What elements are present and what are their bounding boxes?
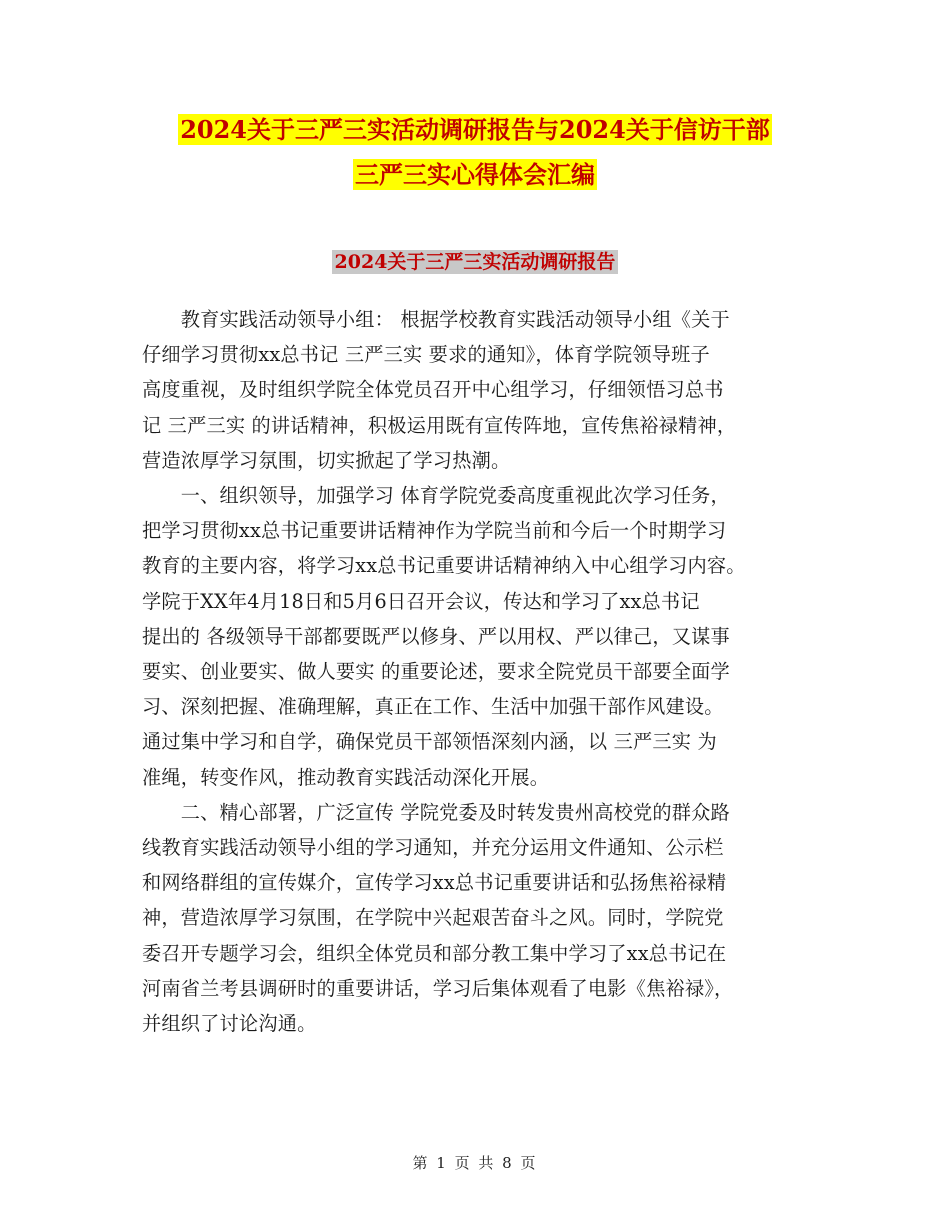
text-line: 和网络群组的宣传媒介，宣传学习xx总书记重要讲话和弘扬焦裕禄精: [142, 871, 727, 895]
text-line: 把学习贯彻xx总书记重要讲话精神作为学院当前和今后一个时期学习: [142, 519, 727, 543]
document-title-line-2-text: 三严三实心得体会汇编: [355, 160, 595, 189]
text-line: 提出的 各级领导干部都要既严以修身、严以用权、严以律己，又谋事: [142, 624, 730, 648]
section-heading-text: 2024关于三严三实活动调研报告: [332, 250, 619, 274]
document-title-line-1-text: 2024关于三严三实活动调研报告与2024关于信访干部: [180, 115, 770, 144]
document-title-line-2: [0, 157, 950, 193]
text-line: 通过集中学习和自学，确保党员干部领悟深刻内涵，以 三严三实 为: [142, 730, 717, 754]
section-heading: [0, 246, 950, 278]
text-line: 习、深刻把握、准确理解，真正在工作、生活中加强干部作风建设。: [142, 695, 724, 719]
text-line: 一、组织领导，加强学习 体育学院党委高度重视此次学习任务，: [142, 484, 730, 508]
page-footer: 第 1 页 共 8 页: [412, 1154, 538, 1172]
text-line: 委召开专题学习会，组织全体党员和部分教工集中学习了xx总书记在: [142, 941, 727, 965]
text-line: 记 三严三实 的讲话精神，积极运用既有宣传阵地，宣传焦裕禄精神，: [142, 413, 737, 437]
text-line: 高度重视，及时组织学院全体党员召开中心组学习，仔细领悟习总书: [142, 378, 724, 402]
text-line: 并组织了讨论沟通。: [142, 1012, 317, 1036]
text-line: 二、精心部署，广泛宣传 学院党委及时转发贵州高校党的群众路: [142, 800, 730, 824]
document-title-line-1: [0, 112, 950, 148]
text-line: 要实、创业要实、做人要实 的重要论述，要求全院党员干部要全面学: [142, 660, 730, 684]
text-line: 教育的主要内容，将学习xx总书记重要讲话精神纳入中心组学习内容。: [142, 554, 746, 578]
text-line: 准绳，转变作风，推动教育实践活动深化开展。: [142, 765, 550, 789]
document-body: [142, 302, 812, 1041]
text-line: 教育实践活动领导小组： 根据学校教育实践活动领导小组《关于: [142, 308, 730, 331]
text-line: 学院于XX年4月18日和5月6日召开会议，传达和学习了xx总书记: [142, 589, 700, 613]
text-line: 神，营造浓厚学习氛围，在学院中兴起艰苦奋斗之风。同时，学院党: [142, 906, 724, 930]
paragraph-organization: [142, 478, 812, 795]
paragraph-deployment: [142, 795, 812, 1041]
text-line: 营造浓厚学习氛围，切实掀起了学习热潮。: [142, 448, 511, 472]
text-line: 河南省兰考县调研时的重要讲话，学习后集体观看了电影《焦裕禄》，: [142, 976, 734, 1000]
paragraph-intro: [142, 302, 812, 478]
text-line: 线教育实践活动领导小组的学习通知，并充分运用文件通知、公示栏: [142, 836, 724, 860]
text-line: 仔细学习贯彻xx总书记 三严三实 要求的通知》，体育学院领导班子: [142, 343, 710, 367]
